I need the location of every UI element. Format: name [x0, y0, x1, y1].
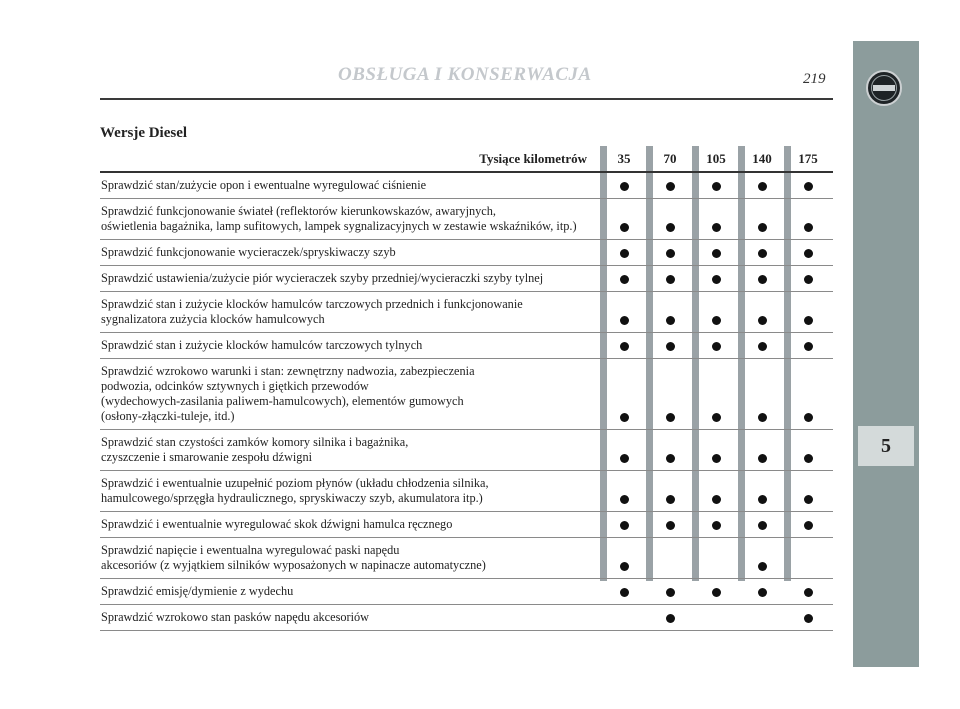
check-dot — [666, 614, 675, 623]
check-dot — [712, 342, 721, 351]
table-row-text: Sprawdzić stan i zużycie klocków hamulców tarczowych tylnych — [101, 338, 423, 352]
check-dot — [666, 275, 675, 284]
table-row-text: Sprawdzić napięcie i ewentualna wyregulować paski napędu akcesoriów (z wyjątkiem silników wyposażonych w napinacze automatyczne) — [101, 543, 486, 572]
check-dot — [804, 588, 813, 597]
row-separator — [100, 358, 833, 359]
page-title: OBSŁUGA I KONSERWACJA — [338, 64, 592, 85]
check-dot — [758, 521, 767, 530]
check-dot — [804, 223, 813, 232]
check-dot — [620, 562, 629, 571]
logo-ring — [871, 75, 897, 101]
table-row-text: Sprawdzić wzrokowo warunki i stan: zewnętrzny nadwozia, zabezpieczenia podwozia, odcinków sztywnych i giętkich przewodów (wydechowych-zasilania paliwem-hamulcowych), elementów gumowych (osłony-złączki-tuleje, itd.) — [101, 364, 475, 423]
km-column-header: 70 — [663, 151, 677, 166]
check-dot — [712, 588, 721, 597]
check-dot — [620, 521, 629, 530]
table-row-text: Sprawdzić ustawienia/zużycie piór wycieraczek szyby przedniej/wycieraczki szyby tylnej — [101, 271, 544, 285]
check-dot — [804, 454, 813, 463]
table-row-text: Sprawdzić funkcjonowanie wycieraczek/spryskiwaczy szyb — [101, 245, 396, 259]
check-dot — [804, 413, 813, 422]
km-column-header: 105 — [706, 151, 726, 166]
check-dot — [804, 316, 813, 325]
row-separator — [100, 604, 833, 605]
page-number: 219 — [803, 71, 826, 87]
check-dot — [620, 316, 629, 325]
logo-bar — [873, 85, 895, 91]
table-row-text: Sprawdzić stan i zużycie klocków hamulców tarczowych przednich i funkcjonowanie sygnalizatora zużycia klocków hamulcowych — [101, 297, 523, 326]
check-dot — [758, 588, 767, 597]
table-row-text: Sprawdzić i ewentualnie uzupełnić poziom płynów (układu chłodzenia silnika, hamulcowego/sprzęgła hydraulicznego, spryskiwaczy szyb, akumulatora itp.) — [101, 476, 489, 505]
row-separator — [100, 429, 833, 430]
check-dot — [712, 454, 721, 463]
check-dot — [620, 275, 629, 284]
check-dot — [758, 413, 767, 422]
check-dot — [620, 495, 629, 504]
check-dot — [620, 454, 629, 463]
check-dot — [666, 316, 675, 325]
check-dot — [666, 342, 675, 351]
chapter-tab[interactable]: 5 — [858, 426, 914, 466]
check-dot — [758, 223, 767, 232]
column-bar — [738, 146, 745, 581]
check-dot — [712, 413, 721, 422]
check-dot — [666, 495, 675, 504]
check-dot — [758, 454, 767, 463]
row-separator — [100, 198, 833, 199]
table-row-text: Sprawdzić emisję/dymienie z wydechu — [101, 584, 294, 598]
column-header-label: Tysiące kilometrów — [479, 151, 587, 166]
check-dot — [758, 249, 767, 258]
check-dot — [758, 562, 767, 571]
check-dot — [620, 182, 629, 191]
check-dot — [666, 182, 675, 191]
check-dot — [666, 249, 675, 258]
table-row-text: Sprawdzić i ewentualnie wyregulować skok dźwigni hamulca ręcznego — [101, 517, 453, 531]
row-separator — [100, 537, 833, 538]
check-dot — [758, 182, 767, 191]
check-dot — [620, 413, 629, 422]
column-bar — [692, 146, 699, 581]
check-dot — [666, 223, 675, 232]
row-separator — [100, 578, 833, 579]
row-separator — [100, 511, 833, 512]
column-bar — [600, 146, 607, 581]
check-dot — [666, 413, 675, 422]
check-dot — [712, 316, 721, 325]
table-row-text: Sprawdzić stan czystości zamków komory silnika i bagażnika, czyszczenie i smarowanie zespołu dźwigni — [101, 435, 409, 464]
check-dot — [712, 521, 721, 530]
check-dot — [804, 495, 813, 504]
check-dot — [804, 249, 813, 258]
row-separator — [100, 332, 833, 333]
check-dot — [620, 588, 629, 597]
column-bar — [646, 146, 653, 581]
row-separator — [100, 630, 833, 631]
km-column-header: 140 — [752, 151, 772, 166]
check-dot — [712, 182, 721, 191]
check-dot — [620, 249, 629, 258]
km-column-header: 175 — [798, 151, 818, 166]
km-column-header: 35 — [617, 151, 631, 166]
check-dot — [758, 316, 767, 325]
check-dot — [620, 223, 629, 232]
row-separator — [100, 265, 833, 266]
check-dot — [712, 495, 721, 504]
check-dot — [804, 182, 813, 191]
check-dot — [758, 275, 767, 284]
table-row-text: Sprawdzić wzrokowo stan pasków napędu akcesoriów — [101, 610, 370, 624]
check-dot — [712, 275, 721, 284]
check-dot — [758, 495, 767, 504]
row-separator — [100, 239, 833, 240]
check-dot — [666, 521, 675, 530]
check-dot — [712, 223, 721, 232]
lancia-logo-icon — [866, 70, 902, 106]
check-dot — [758, 342, 767, 351]
section-title: Wersje Diesel — [100, 125, 188, 141]
check-dot — [804, 275, 813, 284]
header-separator — [100, 171, 833, 173]
check-dot — [712, 249, 721, 258]
check-dot — [804, 342, 813, 351]
chapter-sidebar — [853, 41, 919, 667]
column-bar — [784, 146, 791, 581]
check-dot — [666, 454, 675, 463]
check-dot — [804, 614, 813, 623]
table-row-text: Sprawdzić funkcjonowanie świateł (reflektorów kierunkowskazów, awaryjnych, oświetlenia bagażnika, lamp sufitowych, lampek sygnalizacyjnych w zestawie wskaźników, itp.) — [101, 204, 577, 233]
table-row-text: Sprawdzić stan/zużycie opon i ewentualne wyregulować ciśnienie — [101, 178, 427, 192]
row-separator — [100, 291, 833, 292]
check-dot — [666, 588, 675, 597]
header-divider — [100, 98, 833, 100]
row-separator — [100, 470, 833, 471]
check-dot — [804, 521, 813, 530]
check-dot — [620, 342, 629, 351]
